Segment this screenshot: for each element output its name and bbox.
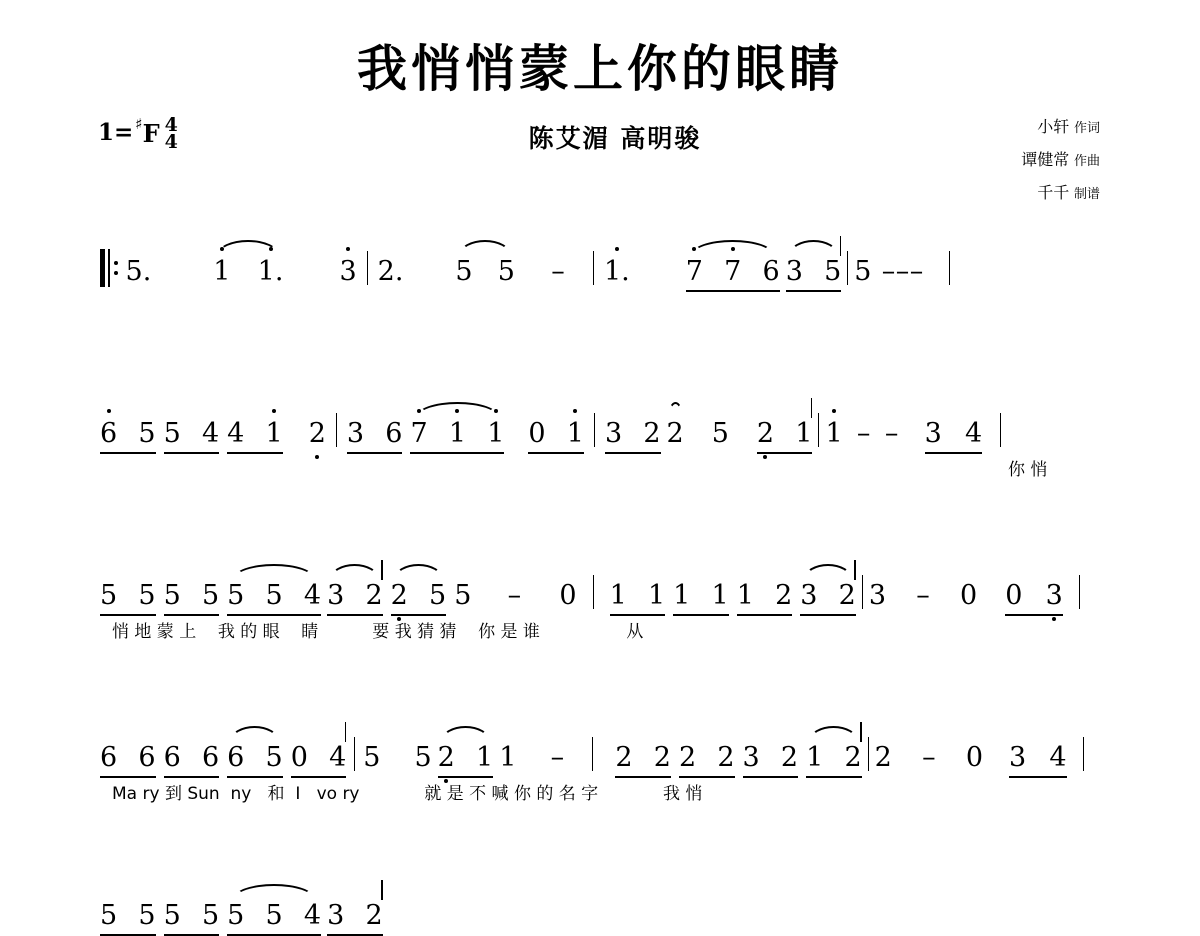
note: 6	[163, 742, 181, 773]
staff-system-4	[0, 707, 1200, 841]
note: 2	[653, 742, 671, 773]
note: 2	[308, 418, 326, 449]
sheet-music-page	[0, 40, 1200, 931]
note: 2	[365, 900, 383, 931]
note: 6	[138, 742, 156, 773]
slur-group	[213, 256, 283, 287]
note: 5	[824, 256, 842, 287]
page-title: 我悄悄蒙上你的眼睛	[357, 40, 843, 98]
note: 5	[265, 580, 283, 611]
barline	[593, 251, 594, 285]
slur-group	[227, 742, 283, 773]
note: 2.	[377, 256, 404, 287]
note: 0	[1005, 580, 1023, 611]
note: 2	[390, 580, 408, 611]
barline	[862, 575, 863, 609]
slur-group	[667, 418, 684, 449]
beam-group	[925, 418, 983, 449]
notation-row-4	[100, 725, 1100, 773]
note: 5	[854, 256, 872, 287]
slur-group	[227, 900, 321, 931]
beam-group	[686, 256, 780, 287]
beam-group	[164, 418, 220, 449]
note: 1	[487, 418, 505, 449]
note: 4	[965, 418, 983, 449]
barline	[592, 737, 593, 771]
beam-group	[164, 742, 220, 773]
beam-group	[673, 580, 729, 611]
beam-group	[291, 742, 347, 773]
stem-tick	[854, 560, 856, 580]
score-header	[0, 97, 1200, 207]
beam-group	[164, 900, 220, 931]
beam-group	[806, 742, 862, 773]
note: 0	[559, 580, 577, 611]
beam-group	[227, 900, 321, 931]
note: 4	[303, 900, 322, 931]
note: 0	[965, 742, 983, 773]
note: 1	[647, 580, 666, 611]
beam-group	[327, 900, 383, 931]
beam-group	[786, 256, 842, 287]
note: 3	[785, 256, 803, 287]
note: 6	[100, 418, 118, 449]
beam-group	[227, 418, 283, 449]
staff-system-2	[0, 383, 1200, 517]
beam-group	[528, 418, 584, 449]
note: 5	[138, 900, 156, 931]
time-signature-denominator: 4	[164, 131, 178, 154]
sustain-dash: –	[895, 256, 910, 287]
slur-group	[227, 580, 321, 611]
credit-role: 制谱	[1073, 186, 1100, 202]
note: 5	[265, 742, 283, 773]
beam-group	[327, 580, 383, 611]
note: 1	[265, 418, 283, 449]
notation-row-1	[100, 239, 1100, 287]
beam-group	[1009, 742, 1067, 773]
barline	[1079, 575, 1080, 609]
beam-group	[615, 742, 671, 773]
note: 2	[437, 742, 455, 773]
beam-group	[1005, 580, 1063, 611]
note: 5	[363, 742, 381, 773]
lyric-text: 悄 地 蒙 上 我 的 眼 睛 要 我 猜 猜 你 是 谁 从	[112, 622, 644, 642]
barline	[367, 251, 368, 285]
barline	[868, 737, 869, 771]
sustain-dash: –	[551, 256, 565, 287]
beam-group	[100, 418, 156, 449]
note: 2	[756, 418, 775, 449]
note: 5.	[125, 256, 152, 287]
stem-tick	[345, 722, 347, 742]
sustain-dash: –	[881, 256, 896, 287]
note: 4	[201, 418, 220, 449]
credit-name: 小轩	[1037, 117, 1070, 136]
beam-group	[605, 418, 661, 449]
beam-group	[438, 742, 494, 773]
note: 1.	[603, 256, 630, 287]
key-letter: F	[142, 119, 160, 148]
note: 2	[780, 742, 799, 773]
note: 2	[838, 580, 856, 611]
repeat-start-barline	[100, 249, 120, 287]
notation-row-2	[100, 401, 1100, 449]
barline	[847, 251, 848, 285]
note: 5	[265, 900, 283, 931]
note: 1	[736, 580, 754, 611]
note: 2	[678, 742, 697, 773]
beam-group	[679, 742, 735, 773]
note: 3	[924, 418, 942, 449]
barline	[818, 413, 819, 447]
beam-group	[743, 742, 799, 773]
beam-group	[227, 742, 283, 773]
note: 5	[163, 900, 181, 931]
note: 5	[201, 900, 220, 931]
notation-row-5	[100, 883, 1100, 931]
credit-role: 作曲	[1073, 153, 1100, 169]
staff-system-3	[0, 545, 1200, 679]
note: 5	[138, 418, 156, 449]
note: 4	[303, 580, 322, 611]
note: 6	[201, 742, 220, 773]
note: 3	[1009, 742, 1027, 773]
credit-transcriber	[1021, 177, 1100, 210]
note: 7	[410, 418, 428, 449]
sustain-dash: –	[909, 256, 924, 287]
beam-group	[610, 580, 666, 611]
note: 5	[100, 580, 118, 611]
note: 3	[800, 580, 818, 611]
note: 3	[327, 580, 345, 611]
sustain-dash: –	[922, 742, 936, 773]
note: 5	[227, 900, 245, 931]
barline	[1000, 413, 1001, 447]
lyrics-row-3	[100, 617, 1100, 645]
note: 5	[454, 580, 472, 611]
staff-system-1	[0, 221, 1200, 355]
slur-group	[327, 580, 383, 611]
credit-composer	[1021, 144, 1100, 177]
slur-group	[786, 256, 842, 287]
barline	[354, 737, 355, 771]
slur-group	[800, 580, 856, 611]
beam-group	[757, 418, 813, 449]
sharp-icon: ♯	[135, 115, 143, 133]
note: 2	[844, 742, 862, 773]
note: 1	[795, 418, 813, 449]
note: 4	[227, 418, 245, 449]
note: 3	[1045, 580, 1063, 611]
note: 0	[290, 742, 308, 773]
note: 7	[685, 256, 703, 287]
stem-tick	[860, 722, 862, 742]
time-signature-numerator: 4	[164, 114, 178, 136]
key-number: 1	[98, 119, 115, 146]
note: 1	[609, 580, 627, 611]
beam-group	[800, 580, 856, 611]
beam-group	[391, 580, 447, 611]
slur-group	[438, 742, 494, 773]
note: 1	[213, 256, 231, 287]
lyric-text: 你 悄	[1008, 460, 1048, 480]
note: 0	[528, 418, 546, 449]
note: 1	[825, 418, 843, 449]
slur-group	[686, 256, 780, 287]
slur-group	[455, 256, 515, 287]
stem-tick	[381, 880, 383, 900]
notation-row-3	[100, 563, 1100, 611]
note: 6	[385, 418, 403, 449]
note: 1	[566, 418, 584, 449]
note: 3	[868, 580, 886, 611]
note: 4	[329, 742, 347, 773]
credit-lyricist	[1021, 111, 1100, 144]
beam-group	[100, 580, 156, 611]
barline	[336, 413, 337, 447]
note: 2	[666, 418, 684, 449]
note: 5	[227, 580, 245, 611]
beam-group	[737, 580, 793, 611]
note: 2	[775, 580, 793, 611]
note: 3	[742, 742, 760, 773]
slur-group	[391, 580, 447, 611]
sustain-dash: –	[856, 418, 871, 449]
note: 0	[960, 580, 978, 611]
note: 6	[227, 742, 245, 773]
note: 5	[455, 256, 473, 287]
credit-name: 千千	[1037, 182, 1070, 202]
slur-group	[410, 418, 504, 449]
note: 3	[346, 418, 365, 449]
stem-tick	[840, 236, 842, 256]
barline	[593, 575, 594, 609]
beam-group	[100, 900, 156, 931]
barline	[594, 413, 595, 447]
note: 1	[476, 742, 494, 773]
beam-group	[347, 418, 403, 449]
note: 2	[874, 742, 892, 773]
sustain-dash: –	[884, 418, 899, 449]
sustain-dash: –	[507, 580, 522, 611]
note: 3	[604, 418, 623, 449]
stem-tick	[381, 560, 383, 580]
lyrics-row-2	[100, 455, 1100, 483]
key-equals: =	[114, 119, 134, 146]
note: 5	[414, 742, 432, 773]
credit-name: 谭健常	[1021, 149, 1070, 169]
slur-group	[806, 742, 862, 773]
credits-block	[1021, 111, 1100, 209]
lyrics-row-1	[100, 293, 1100, 321]
beam-group	[100, 742, 156, 773]
note: 7	[724, 256, 742, 287]
credit-role: 作词	[1073, 121, 1100, 136]
note: 5	[100, 900, 118, 931]
beam-group	[410, 418, 504, 449]
note: 5	[163, 418, 181, 449]
barline	[1083, 737, 1084, 771]
note: 5	[201, 580, 220, 611]
note: 5	[163, 580, 181, 611]
note: 1.	[257, 256, 284, 287]
note: 5	[138, 580, 156, 611]
staff-system-5	[0, 867, 1200, 931]
beam-group	[227, 580, 321, 611]
note: 1	[711, 580, 729, 611]
note: 3	[339, 256, 357, 287]
note: 2	[717, 742, 735, 773]
lyrics-row-4	[100, 779, 1100, 807]
note: 2	[643, 418, 661, 449]
note: 6	[100, 742, 118, 773]
note: 6	[762, 256, 780, 287]
note: 1	[806, 742, 824, 773]
note: 1	[673, 580, 691, 611]
stem-tick	[811, 398, 813, 418]
note: 1	[448, 418, 466, 449]
lyric-text: Ma ry 到 Sun ny 和 I vo ry 就 是 不 喊 你 的 名 字 我 悄	[112, 784, 703, 804]
note: 5	[429, 580, 447, 611]
barline	[949, 251, 950, 285]
beam-group	[164, 580, 220, 611]
note: 5	[497, 256, 515, 287]
sustain-dash: –	[916, 580, 930, 611]
note: 2	[365, 580, 383, 611]
note: 2	[615, 742, 633, 773]
note: 5	[711, 418, 729, 449]
artists-label: 陈艾湄 高明骏	[528, 124, 702, 153]
sustain-dash: –	[550, 742, 565, 773]
note: 3	[327, 900, 345, 931]
note: 4	[1049, 742, 1067, 773]
note: 1	[499, 742, 517, 773]
